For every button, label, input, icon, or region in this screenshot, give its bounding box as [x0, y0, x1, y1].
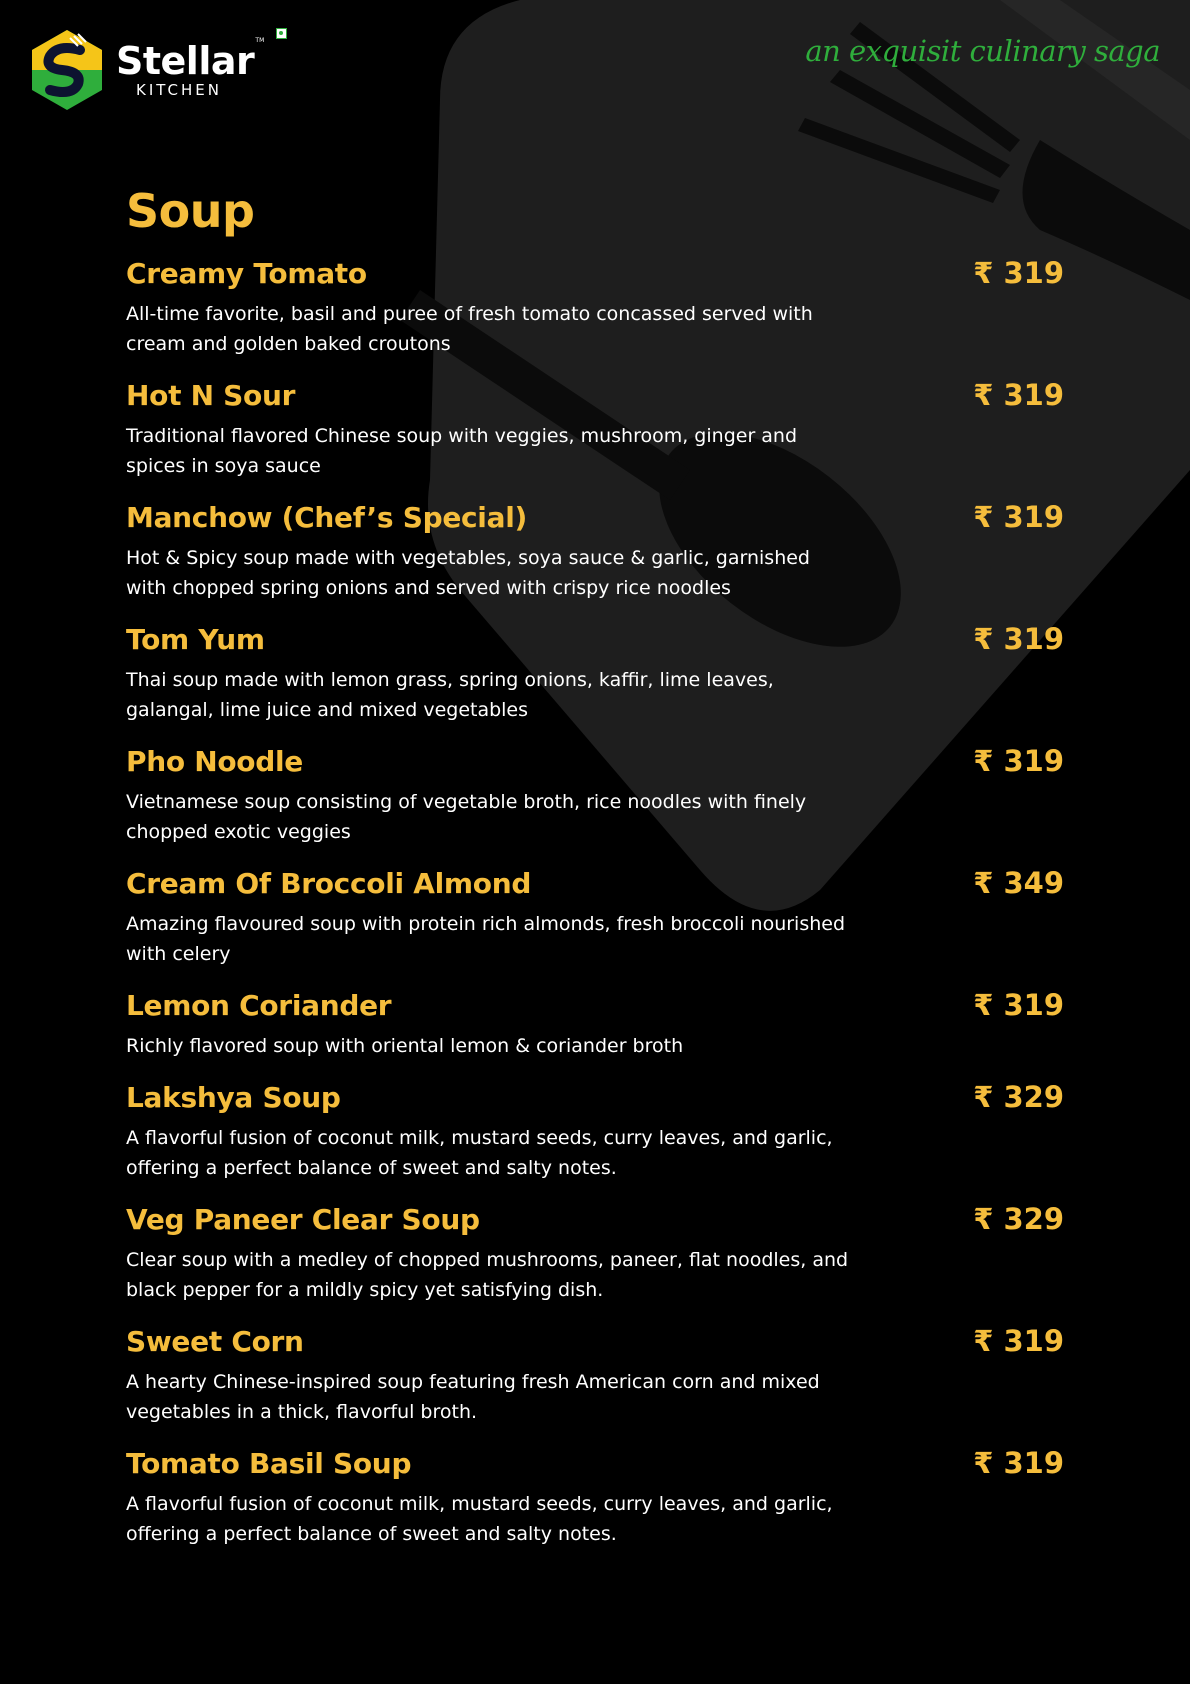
item-price: ₹ 329 [973, 1202, 1064, 1236]
item-name: Cream Of Broccoli Almond [126, 867, 532, 900]
item-name: Tomato Basil Soup [126, 1447, 412, 1480]
item-description: Thai soup made with lemon grass, spring onions, kaffir, lime leaves, galangal, lime juice and mixed vegetables [126, 669, 774, 721]
brand-subtitle: KITCHEN [136, 81, 222, 99]
item-description: Richly flavored soup with oriental lemon & coriander broth [126, 1035, 684, 1057]
brand-name: Stellar [116, 39, 255, 83]
item-name: Creamy Tomato [126, 257, 367, 290]
item-price: ₹ 319 [973, 622, 1064, 656]
item-price: ₹ 319 [973, 500, 1064, 534]
menu-item [126, 498, 1064, 603]
item-description: Clear soup with a medley of chopped mushrooms, paneer, flat noodles, and black pepper for a mildly spicy yet satisfying dish. [126, 1249, 849, 1301]
item-price: ₹ 319 [973, 1446, 1064, 1480]
item-description: A flavorful fusion of coconut milk, mustard seeds, curry leaves, and garlic, offering a perfect balance of sweet and salty notes. [126, 1493, 833, 1545]
item-price: ₹ 319 [973, 256, 1064, 290]
item-description: A hearty Chinese-inspired soup featuring fresh American corn and mixed vegetables in a thick, flavorful broth. [126, 1371, 820, 1423]
menu-item [126, 864, 1064, 969]
menu-item [126, 1322, 1064, 1427]
item-name: Pho Noodle [126, 745, 303, 778]
menu-item [126, 986, 1064, 1061]
item-description: Amazing flavoured soup with protein rich almonds, fresh broccoli nourished with celery [126, 913, 846, 965]
item-description: Vietnamese soup consisting of vegetable broth, rice noodles with finely chopped exotic veggies [126, 791, 807, 843]
stellar-logo-icon [28, 28, 106, 112]
item-price: ₹ 349 [973, 866, 1064, 900]
tagline: an exquisit culinary saga [805, 34, 1160, 68]
veg-symbol-icon [276, 28, 287, 39]
item-name: Hot N Sour [126, 379, 296, 412]
item-name: Lemon Coriander [126, 989, 392, 1022]
menu-item [126, 742, 1064, 847]
item-name: Sweet Corn [126, 1325, 304, 1358]
item-description: Hot & Spicy soup made with vegetables, soya sauce & garlic, garnished with chopped spring onions and served with crispy rice noodles [126, 547, 810, 599]
item-name: Veg Paneer Clear Soup [126, 1203, 480, 1236]
menu-item [126, 620, 1064, 725]
item-price: ₹ 319 [973, 988, 1064, 1022]
section-title: Soup [126, 184, 255, 238]
menu-item [126, 1078, 1064, 1183]
item-price: ₹ 319 [973, 744, 1064, 778]
item-name: Lakshya Soup [126, 1081, 341, 1114]
item-name: Tom Yum [126, 623, 265, 656]
menu-item [126, 1200, 1064, 1305]
brand-logo [28, 28, 265, 112]
menu-section [126, 184, 1064, 1566]
menu-item [126, 1444, 1064, 1549]
item-price: ₹ 319 [973, 378, 1064, 412]
menu-item [126, 376, 1064, 481]
item-description: A flavorful fusion of coconut milk, mustard seeds, curry leaves, and garlic, offering a perfect balance of sweet and salty notes. [126, 1127, 833, 1179]
item-price: ₹ 329 [973, 1080, 1064, 1114]
item-description: All-time favorite, basil and puree of fresh tomato concassed served with cream and golden baked croutons [126, 303, 813, 355]
trademark-label: TM [255, 37, 265, 44]
item-name: Manchow (Chef’s Special) [126, 501, 527, 534]
item-price: ₹ 319 [973, 1324, 1064, 1358]
item-description: Traditional flavored Chinese soup with veggies, mushroom, ginger and spices in soya sauce [126, 425, 798, 477]
menu-item [126, 254, 1064, 359]
